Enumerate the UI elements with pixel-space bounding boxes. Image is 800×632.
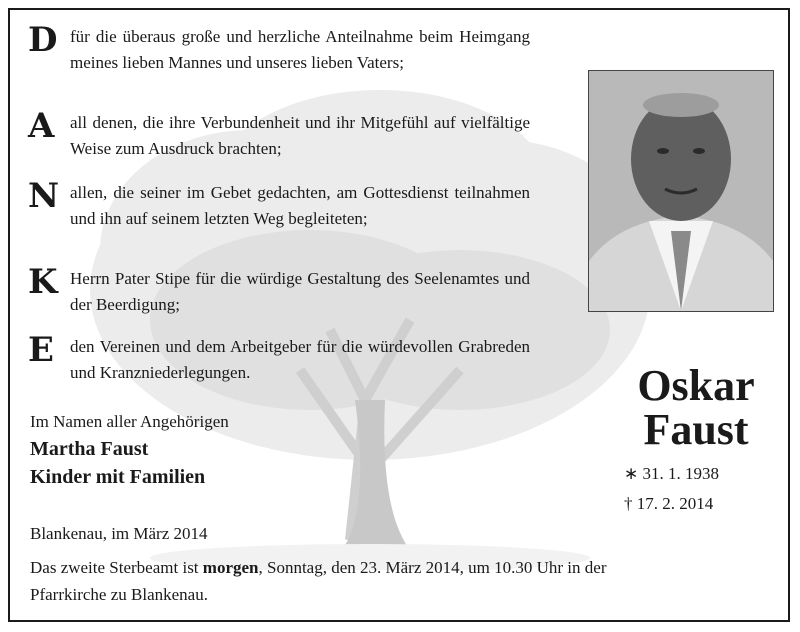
danke-text: Herrn Pater Stipe für die würdige Gestaltung des Seelenamtes und der Beerdigung; xyxy=(70,269,530,314)
announcement-text: , Sonntag, den 23. März 2014, um 10.30 Uhr in der xyxy=(258,558,607,577)
announcement-text: Das zweite Sterbeamt ist xyxy=(30,558,203,577)
initial-letter: K xyxy=(28,262,58,302)
deceased-first-name: Oskar xyxy=(637,361,755,410)
signature-intro: Im Namen aller Angehörigen xyxy=(30,412,229,431)
announcement-emphasis: morgen xyxy=(202,558,259,577)
danke-text: für die überaus große und herzliche Anteilnahme beim Heimgang meines lieben Mannes und unseres lieben Vaters; xyxy=(70,27,530,72)
initial-letter: D xyxy=(28,20,58,60)
death-date: † 17. 2. 2014 xyxy=(624,494,714,513)
final-announcement-line-1 xyxy=(30,558,775,578)
place-date: Blankenau, im März 2014 xyxy=(30,524,208,543)
signature-name-martha: Martha Faust xyxy=(30,438,149,460)
initial-letter: E xyxy=(28,330,54,370)
portrait-photo xyxy=(588,70,774,312)
portrait-illustration xyxy=(589,71,773,311)
danke-text: all denen, die ihre Verbundenheit und ihr Mitgefühl auf vielfältige Weise zum Ausdruck brachten; xyxy=(70,113,530,158)
deceased-last-name: Faust xyxy=(643,405,749,454)
obituary-notice xyxy=(8,8,790,622)
final-announcement-line-2: Pfarrkirche zu Blankenau. xyxy=(30,585,208,604)
danke-text: den Vereinen und dem Arbeitgeber für die würdevollen Grabreden und Kranzniederlegungen. xyxy=(70,337,530,382)
birth-date: ∗ 31. 1. 1938 xyxy=(624,464,719,483)
signature-name-children: Kinder mit Familien xyxy=(30,466,206,488)
danke-text: allen, die seiner im Gebet gedachten, am Gottesdienst teilnahmen und ihn auf seinem letzten Weg begleiteten; xyxy=(70,183,530,228)
initial-letter: A xyxy=(28,106,55,146)
initial-letter: N xyxy=(28,176,60,216)
